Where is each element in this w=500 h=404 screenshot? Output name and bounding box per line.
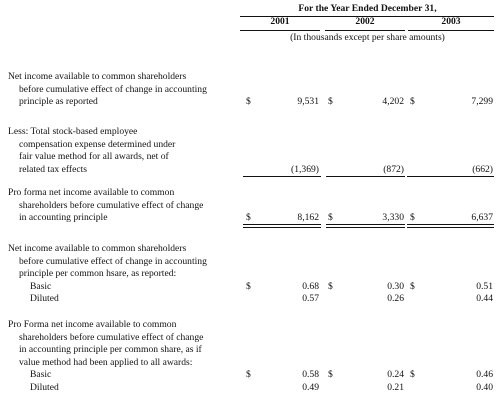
amount-cell: 7,299 (471, 96, 493, 107)
amount-cell: 0.49 (302, 381, 319, 393)
year-2003: 2003 (441, 16, 461, 27)
row-label-line: compensation expense determined under (19, 138, 176, 150)
row-label-line: Net income available to common shareholders (8, 71, 187, 82)
year-2001: 2001 (270, 16, 290, 27)
amount-cell: 8,162 (297, 212, 319, 223)
year-2003-rule (408, 30, 494, 31)
amount-cell: 0.68 (302, 280, 319, 292)
dollar-sign: $ (246, 369, 251, 380)
amount-cell: 0.57 (302, 293, 319, 304)
amount-cell: 0.46 (476, 369, 493, 380)
year-2002-rule (325, 30, 405, 31)
dollar-sign: $ (246, 212, 251, 223)
total-double-rule (407, 224, 494, 228)
row-sub-label: Diluted (30, 381, 59, 393)
dollar-sign: $ (246, 96, 251, 107)
row-label-line: fair value method for all awards, net of (19, 151, 169, 162)
row-sub-label: Basic (30, 280, 52, 292)
period-title: For the Year Ended December 31, (298, 3, 437, 14)
subtotal-rule (407, 176, 494, 177)
row-label-line: Less: Total stock-based employee (8, 126, 138, 137)
dollar-sign: $ (410, 96, 415, 107)
row-label-line: Net income available to common shareholders (8, 243, 187, 254)
amount-cell: 4,202 (382, 96, 404, 107)
row-label-line: before cumulative effect of change in accounting (19, 83, 207, 95)
row-label-line: principle per common hsare, as reported: (19, 268, 177, 279)
amount-cell: 6,637 (471, 212, 493, 223)
amount-cell: 0.26 (387, 293, 404, 304)
amount-cell: (1,369) (291, 163, 319, 175)
dollar-sign: $ (410, 212, 415, 223)
year-2002: 2002 (355, 16, 375, 27)
row-label-line: shareholders before cumulative effect of change (19, 331, 204, 343)
dollar-sign: $ (246, 280, 251, 292)
amount-cell: (872) (383, 163, 404, 175)
dollar-sign: $ (410, 369, 415, 380)
total-double-rule (243, 224, 321, 228)
dollar-sign: $ (328, 212, 333, 223)
row-label-line: before cumulative effect of change in accounting (19, 255, 207, 267)
subtotal-rule (243, 176, 321, 177)
amount-cell: (662) (472, 163, 493, 175)
amount-cell: 0.40 (476, 381, 493, 393)
total-double-rule (326, 224, 405, 228)
row-label-line: Pro Forma net income available to common (8, 319, 177, 330)
amount-cell: 0.51 (476, 280, 493, 292)
year-2001-rule (240, 30, 320, 31)
amount-cell: 0.44 (476, 293, 493, 304)
amount-cell: 0.24 (387, 369, 404, 380)
row-label-line: in accounting principle (19, 212, 108, 223)
row-label-line: Pro forma net income available to common (8, 187, 175, 198)
amount-cell: 9,531 (297, 96, 319, 107)
amount-cell: 3,330 (382, 212, 404, 223)
row-label-line: related tax effects (19, 163, 88, 175)
subtotal-rule (326, 176, 405, 177)
row-label-line: value method had been applied to all awards: (19, 356, 193, 368)
row-sub-label: Diluted (30, 293, 59, 304)
amount-cell: 0.58 (302, 369, 319, 380)
dollar-sign: $ (410, 280, 415, 292)
units-note: (In thousands except per share amounts) (290, 32, 445, 43)
row-label-line: in accounting principle per common share, as if (19, 344, 202, 355)
row-label-line: principle as reported (19, 96, 98, 107)
row-sub-label: Basic (30, 369, 52, 380)
amount-cell: 0.21 (387, 381, 404, 393)
dollar-sign: $ (328, 369, 333, 380)
dollar-sign: $ (328, 96, 333, 107)
row-label-line: shareholders before cumulative effect of change (19, 199, 204, 211)
amount-cell: 0.30 (387, 280, 404, 292)
dollar-sign: $ (328, 280, 333, 292)
